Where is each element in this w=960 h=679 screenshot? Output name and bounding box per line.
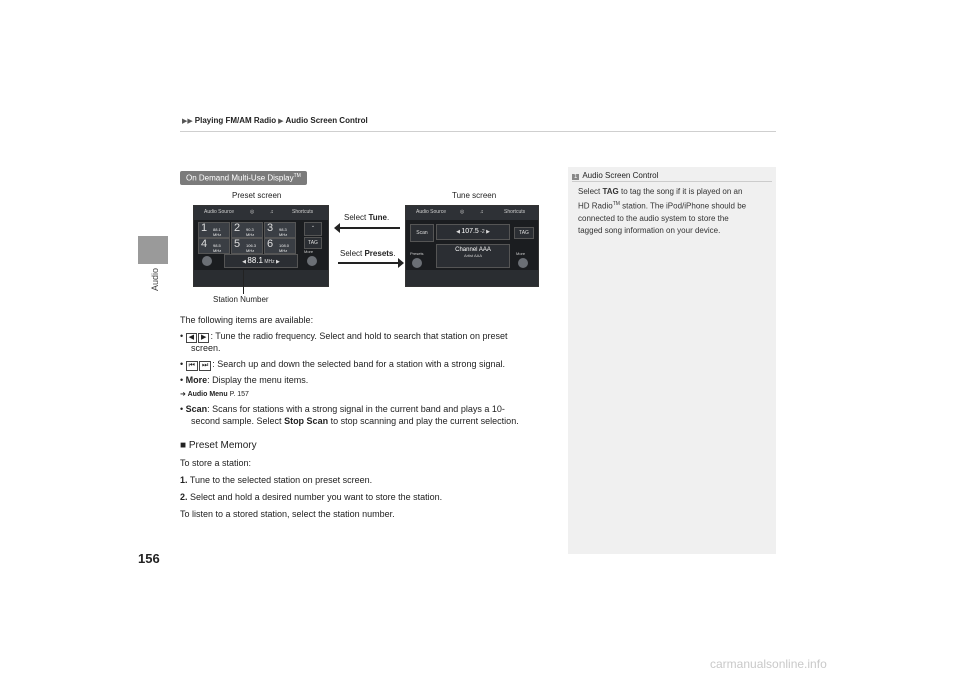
preset-number: 3: [267, 222, 274, 234]
preset-freq: 108.0 MHz: [279, 243, 290, 253]
side-line-2: [578, 198, 768, 213]
preset-3[interactable]: [264, 222, 296, 238]
select-presets-post: .: [393, 249, 396, 258]
preset-memory-heading: ■ Preset Memory: [180, 440, 257, 451]
item-tune-cont: screen.: [191, 343, 221, 353]
more-label: More: [304, 249, 314, 254]
select-tune-caption: [344, 213, 389, 222]
item-scan-cont: [191, 415, 519, 427]
tune-screen-caption: Tune screen: [452, 191, 497, 200]
preset-memory-heading-text: Preset Memory: [188, 440, 257, 451]
music-icon: ♫: [480, 209, 484, 215]
preset-number: 4: [201, 238, 208, 250]
intro-text: The following items are available:: [180, 315, 314, 325]
preset-6[interactable]: [264, 238, 296, 254]
side-line-4: tagged song information on your device.: [578, 225, 721, 235]
preset-bottom-bar: [194, 270, 328, 286]
select-presets-pre: Select: [340, 249, 365, 258]
step-2-num: 2.: [180, 492, 188, 502]
side-note-divider: [572, 181, 772, 182]
side-line-1-pre: Select: [578, 187, 603, 196]
tag-button[interactable]: TAG: [514, 227, 534, 239]
arrow-right-key-icon: ▶: [198, 333, 209, 343]
frequency-sub: -2: [480, 229, 485, 235]
display-badge: [180, 171, 307, 185]
preset-number: 1: [201, 222, 208, 234]
scan-button[interactable]: Scan: [410, 224, 434, 242]
tune-left-icon[interactable]: ◀: [456, 229, 460, 235]
preset-1[interactable]: [198, 222, 230, 238]
preset-freq: 88.1 MHz: [213, 227, 222, 237]
select-presets-bold: Presets: [364, 249, 394, 258]
preset-freq: 98.3 MHz: [279, 227, 288, 237]
side-note-body: [578, 186, 768, 237]
audio-source-button[interactable]: Audio Source: [204, 209, 235, 215]
item-seek: • ⏮ ⏭ : Search up and down the selected band for a station with a strong signal.: [180, 359, 505, 369]
preset-number: 2: [234, 222, 241, 234]
item-scan-text: : Scans for stations with a strong signal in the current band and plays a 10-: [207, 404, 505, 414]
badge-tm: TM: [293, 173, 301, 179]
preset-number: 6: [267, 238, 274, 250]
item-scan-cont-bold: Stop Scan: [284, 416, 329, 426]
breadcrumb-part1: Playing FM/AM Radio: [194, 116, 277, 125]
arrow-right-icon: [338, 262, 400, 264]
preset-2[interactable]: [231, 222, 263, 238]
presets-round-icon[interactable]: [412, 258, 422, 268]
ref-label: Audio Menu: [187, 391, 228, 398]
signal-icon: ◎: [460, 209, 465, 215]
more-round-icon[interactable]: [307, 256, 317, 266]
store-text: To store a station:: [180, 458, 252, 468]
section-tab-label: Audio: [150, 268, 160, 292]
item-scan: • Scan: Scans for stations with a strong signal in the current band and plays a 10-: [180, 404, 505, 414]
side-line-2-post: station. The iPod/iPhone should be: [619, 201, 747, 211]
breadcrumb: [180, 116, 368, 125]
header-divider: [180, 131, 776, 132]
select-presets-caption: [340, 249, 396, 258]
preset-number: 5: [234, 238, 241, 250]
step-1-num: 1.: [180, 475, 188, 485]
item-more: • More: Display the menu items.: [180, 375, 309, 385]
frequency-value: 88.1: [247, 256, 263, 265]
breadcrumb-arrow-icon: ▶▶: [182, 118, 193, 125]
side-line-3: connected to the audio system to store the: [578, 213, 729, 223]
step-2: [180, 491, 442, 503]
tune-left-icon[interactable]: ◀: [242, 259, 246, 265]
item-more-text: : Display the menu items.: [207, 375, 309, 385]
arrow-left-icon: [338, 227, 400, 229]
shortcuts-button[interactable]: Shortcuts: [292, 209, 314, 215]
item-more-bold: More: [185, 375, 208, 385]
preset-4[interactable]: [198, 238, 230, 254]
step-1-text: Tune to the selected station on preset screen.: [189, 475, 373, 485]
preset-freq: 90.3 MHz: [246, 227, 255, 237]
item-scan-bold: Scan: [185, 404, 208, 414]
station-number-caption: Station Number: [213, 295, 269, 304]
tag-button[interactable]: TAG: [304, 237, 322, 249]
preset-screen-caption: Preset screen: [232, 191, 282, 200]
more-label: More: [516, 251, 526, 256]
preset-screen-topbar: [194, 206, 328, 220]
skip-back-key-icon: ⏮: [186, 361, 198, 371]
frequency-value: 107.5: [461, 228, 479, 235]
page-number: 156: [138, 551, 160, 566]
preset-freq: 98.5 MHz: [213, 243, 222, 253]
side-line-1-post: to tag the song if it is played on an: [618, 187, 743, 196]
item-scan-cont-post: to stop scanning and play the current selection.: [328, 416, 519, 426]
preset-freq: 106.3 MHz: [246, 243, 257, 253]
music-icon: ♫: [270, 209, 274, 215]
ref-page: P. 157: [229, 391, 249, 398]
item-tune-text: : Tune the radio frequency. Select and hold to search that station on preset: [210, 331, 508, 341]
skip-forward-key-icon: ⏭: [199, 361, 211, 371]
side-note-marker: 1: [574, 174, 578, 180]
item-scan-cont-pre: second sample. Select: [191, 416, 285, 426]
tune-round-icon[interactable]: [202, 256, 212, 266]
tune-right-icon[interactable]: ▶: [486, 229, 490, 235]
frequency-display: [224, 254, 298, 268]
audio-menu-reference[interactable]: [180, 387, 249, 401]
tune-screen-topbar: [406, 206, 538, 220]
breadcrumb-arrow-icon: ▶: [278, 118, 284, 125]
tune-bottom-bar: [406, 270, 538, 286]
watermark: carmanualsonline.info: [710, 657, 827, 671]
more-round-icon[interactable]: [518, 258, 528, 268]
badge-text: On Demand Multi-Use Display: [186, 173, 294, 183]
select-tune-pre: Select: [344, 213, 369, 222]
shortcuts-button[interactable]: Shortcuts: [504, 209, 526, 215]
station-number-pointer: [243, 270, 244, 294]
channel-name: Channel AAA: [455, 247, 491, 253]
item-seek-text: : Search up and down the selected band for a station with a strong signal.: [212, 359, 505, 369]
step-1: [180, 474, 372, 486]
tune-screen: [405, 205, 539, 287]
channel-display: [436, 244, 510, 268]
preset-screen: [193, 205, 329, 287]
side-note-title-text: Audio Screen Control: [582, 171, 659, 180]
presets-label: Presets: [410, 251, 424, 256]
listen-text: To listen to a stored station, select the station number.: [180, 509, 395, 519]
side-line-1-bold: TAG: [602, 187, 619, 196]
arrow-left-key-icon: ◀: [186, 333, 197, 343]
step-2-text: Select and hold a desired number you want to store the station.: [190, 492, 443, 502]
frequency-unit: MHz: [264, 259, 275, 265]
signal-icon: ◎: [250, 209, 255, 215]
chevron-down-icon[interactable]: ⌄: [304, 222, 322, 236]
side-line-2-pre: HD Radio: [578, 201, 613, 211]
artist-name: Artist AAA: [463, 253, 482, 258]
audio-source-button[interactable]: Audio Source: [416, 209, 447, 215]
side-note-title: [572, 171, 658, 180]
breadcrumb-part2: Audio Screen Control: [285, 116, 368, 125]
side-line-2-tm: TM: [612, 201, 620, 207]
frequency-display: [436, 224, 510, 240]
side-line-1: [578, 186, 768, 198]
item-tune: • ◀ ▶ : Tune the radio frequency. Select and hold to search that station on preset: [180, 331, 508, 341]
tune-right-icon[interactable]: ▶: [276, 259, 280, 265]
preset-5[interactable]: [231, 238, 263, 254]
ref-arrow-icon: ➜: [180, 391, 186, 398]
section-tab: [138, 236, 168, 264]
select-tune-post: .: [386, 213, 390, 222]
select-tune-bold: Tune: [368, 213, 387, 222]
